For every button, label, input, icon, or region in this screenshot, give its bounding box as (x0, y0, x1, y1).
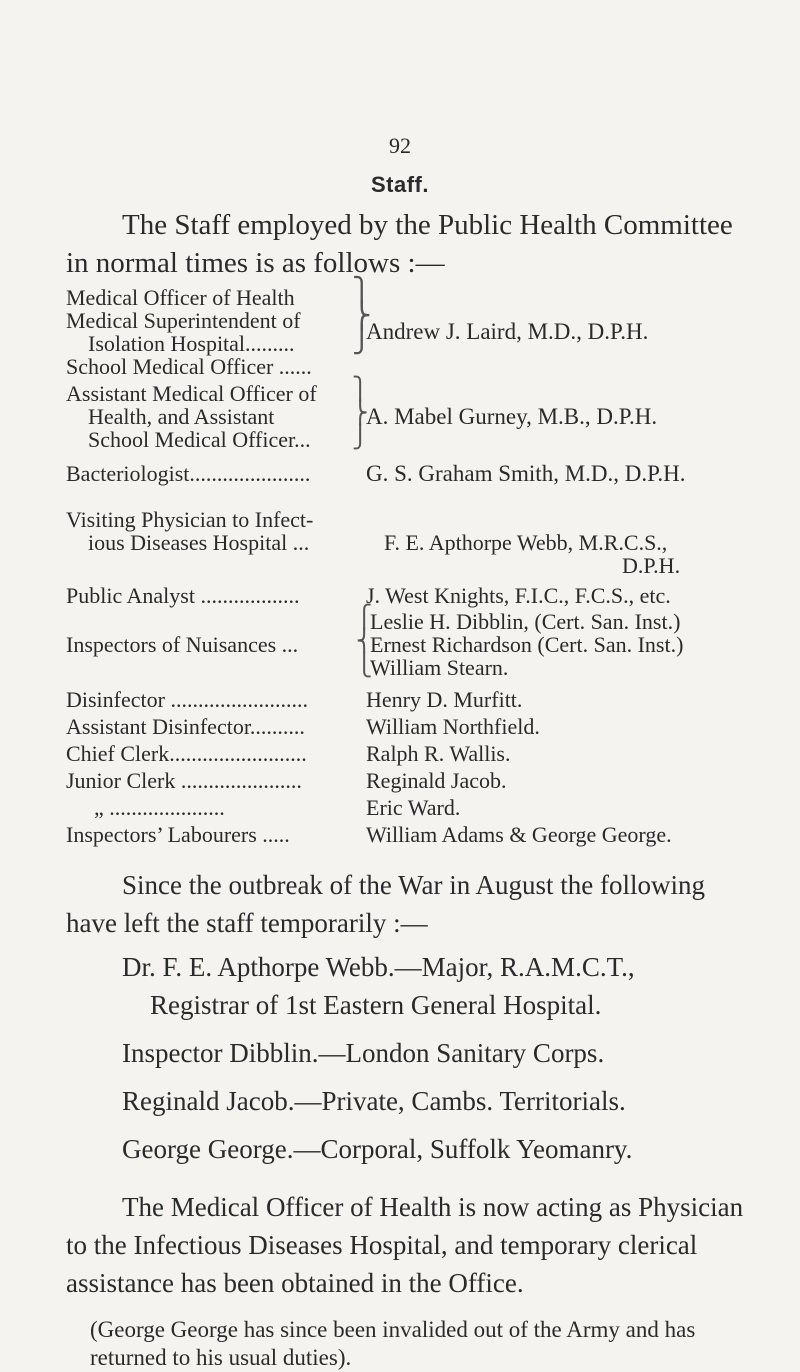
staff-name: G. S. Graham Smith, M.D., D.P.H. (366, 461, 686, 486)
role-line: Assistant Medical Officer of (66, 381, 317, 406)
staff-entry-visiting-physician (66, 508, 716, 578)
brace-right: ⎫ ⎬ ⎭ (352, 277, 372, 355)
intro-paragraph: The Staff employed by the Public Health Committee in normal times is as follows :— (66, 209, 733, 279)
departure-line: Reginald Jacob.—Private, Cambs. Territorials. (122, 1086, 626, 1116)
departure-entry (122, 1034, 742, 1072)
staff-name: Ralph R. Wallis. (366, 741, 511, 766)
staff-entry-inspectors (66, 605, 716, 682)
brace-right: ⎫ ⎬ ⎭ (352, 377, 369, 450)
staff-name: William Northfield. (366, 714, 540, 739)
staff-name: A. Mabel Gurney, M.B., D.P.H. (366, 404, 658, 429)
staff-entry-disinfector (66, 688, 716, 713)
role-label: Inspectors’ Labourers ..... (66, 822, 290, 847)
staff-entry-junior-clerk-2 (66, 796, 716, 821)
departure-line: Inspector Dibblin.—London Sanitary Corps. (122, 1038, 605, 1068)
departure-line: Registrar of 1st Eastern General Hospital. (150, 990, 602, 1020)
staff-name: Eric Ward. (366, 795, 461, 820)
staff-entry-chief-clerk (66, 742, 716, 767)
role-label: Inspectors of Nuisances ... (66, 632, 299, 657)
departure-entry (122, 1130, 742, 1168)
staff-name-continued: D.P.H. (622, 553, 681, 578)
role-label: Public Analyst .................. (66, 583, 300, 608)
staff-entry-moh (66, 277, 716, 381)
departure-entry (122, 1082, 742, 1120)
staff-name: Andrew J. Laird, M.D., D.P.H. (366, 319, 649, 344)
staff-entry-public-analyst (66, 584, 716, 609)
role-line: Medical Superintendent of (66, 308, 301, 333)
role-line: Health, and Assistant (88, 404, 275, 429)
closing-paragraph: The Medical Officer of Health is now acting as Physician to the Infectious Diseases Hospital, and temporary clerical assistance has been obtained in the Office. (66, 1192, 744, 1298)
role-label: „ ..................... (94, 795, 225, 820)
role-line: Isolation Hospital......... (88, 331, 295, 356)
page-number: 92 (389, 133, 411, 158)
role-label: Bacteriologist...................... (66, 461, 311, 486)
staff-name: William Stearn. (370, 655, 509, 680)
role-line: ious Diseases Hospital ... (88, 530, 310, 555)
role-label: Junior Clerk ...................... (66, 768, 302, 793)
staff-name: Leslie H. Dibblin, (Cert. San. Inst.) (370, 609, 681, 634)
staff-name: F. E. Apthorpe Webb, M.R.C.S., (384, 530, 668, 555)
staff-entry-assistant-disinfector (66, 715, 716, 740)
section-heading: Staff. (371, 172, 429, 197)
brace-left: ⎧ ⎨ ⎩ (356, 605, 373, 678)
role-line: Medical Officer of Health (66, 285, 295, 310)
departure-entry (122, 948, 742, 1024)
role-line: School Medical Officer ...... (66, 354, 312, 379)
war-intro-paragraph: Since the outbreak of the War in August the following have left the staff temporarily :— (66, 870, 705, 938)
role-line: School Medical Officer... (88, 427, 311, 452)
role-label: Assistant Disinfector.......... (66, 714, 305, 739)
departure-line: George George.—Corporal, Suffolk Yeomanry. (122, 1134, 633, 1164)
role-label: Chief Clerk......................... (66, 741, 307, 766)
staff-entry-bacteriologist (66, 462, 716, 487)
staff-entry-junior-clerk (66, 769, 716, 794)
staff-entry-amo (66, 377, 716, 454)
departure-line: Dr. F. E. Apthorpe Webb.—Major, R.A.M.C.T., (122, 952, 635, 982)
role-line: Visiting Physician to Infect- (66, 507, 314, 532)
staff-entry-labourers (66, 823, 716, 848)
staff-name: Ernest Richardson (Cert. San. Inst.) (370, 632, 684, 657)
role-label: Disinfector ......................... (66, 687, 308, 712)
staff-name: Henry D. Murfitt. (366, 687, 523, 712)
staff-name: William Adams & George George. (366, 822, 672, 847)
staff-name: Reginald Jacob. (366, 768, 507, 793)
footnote: (George George has since been invalided out of the Army and has returned to his usual duties). (90, 1317, 696, 1370)
staff-name: J. West Knights, F.I.C., F.C.S., etc. (366, 583, 671, 608)
